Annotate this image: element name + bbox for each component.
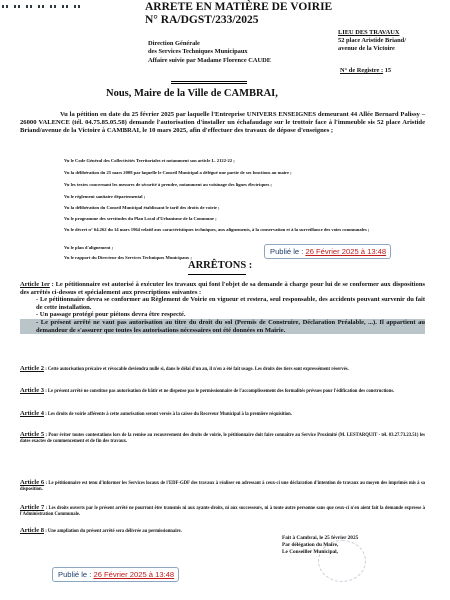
vu-item: Vu la délibération du Conseil Municipal établissant le tarif des droits de voirie ; [64,205,220,210]
article-label: Article 3 [20,387,45,394]
decree-title: ARRETE EN MATIÈRE DE VOIRIE [145,1,333,13]
title-separator [171,81,247,84]
article-label: Article 7 [20,504,45,511]
works-location [338,29,448,53]
article-8 [20,528,425,535]
article-4 [20,411,425,418]
article-text: : Les droits de voirie afférents à cette autorisation seront versés à la caisse du Receveur Municipal à la première réquisition. [45,412,292,417]
vu-item: Vu les textes concernant les mesures de sécurité à prendre, notamment au voisinage des lignes électriques ; [64,182,272,187]
published-label: Publié le : [270,247,304,256]
article-7 [20,505,425,518]
article-label: Article 5 [20,431,45,438]
article-label: Article 1er [20,281,50,288]
signature-block [282,535,358,555]
city-logo [0,0,84,8]
article-text: : Le pétitionnaire est tenu d'informer les Services locaux de l'EDF-GDF des travaux à réaliser en adressant à ceux-ci une déclaration d'intention de travaux au moyen des imprimés mis à sa disposition. [20,481,425,492]
signature-line: Le Conseiller Municipal, [282,548,338,555]
article-text: : Pour éviter toutes contestations lors de la remise au recouvrement des droits de voirie, le pétitionnaire doit faire connaître au Service Proximité (M. LESTARQUIT - tél. 03.27.73.23.51) les dates exactes de commencement et de fin des travaux. [20,433,425,444]
article-text: : Une ampliation du présent arrêté sera délivrée au permissionnaire. [45,529,182,534]
vu-item: Vu la délibération du 25 mars 2008 par laquelle le Conseil Municipal a délégué une partie de ses fonctions au maire ; [64,170,292,175]
article-1-prescription: - Le pétitionnaire devra se conformer au Règlement de Voirie en vigueur et restera, seul responsable, des accidents pouvant survenir du fait de cette installation. [36,296,425,311]
vu-item: Vu le décret n° 64.262 du 14 mars 1964 relatif aux caractéristiques techniques, aux alignements, à la conservation et à la surveillance des voies communales ; [64,227,370,232]
vu-item: Vu le rapport du Directeur des Services Techniques Municipaux ; [64,255,192,260]
direction-block [148,40,271,65]
article-3 [20,388,425,395]
registry-label: N° de Registre : [340,67,384,74]
registry-number [340,67,391,74]
published-stamp-footer [52,567,179,582]
decree-number: N° RA/DGST/233/2025 [145,14,259,26]
article-1-highlighted-prescription: - Le présent arrêté ne vaut pas autorisation au titre du droit du sol (Permis de Construire, Déclaration Préalable, ...). Il appartient au demandeur de s'assurer que toutes les autorisations nécessaires ont été données en Mairie. [20,319,425,334]
article-text: : Le présent arrêté ne constitue pas autorisation de bâtir et ne dispense pas le permissionnaire de l'accomplissement des formalités prévues pour l'édification des constructions. [45,389,395,394]
mayor-heading: Nous, Maire de la Ville de CAMBRAI, [106,88,278,99]
works-location-line: 52 place Aristide Briand/ [338,37,406,45]
direction-line: des Services Techniques Municipaux [148,48,248,56]
arretons-underline [188,274,246,275]
article-5 [20,432,425,445]
article-text: : Le pétitionnaire est autorisé à exécuter les travaux qui font l'objet de sa demande à charge pour lui de se conformer aux dispositions des arrêtés ci-dessus et spécialement aux prescriptions suivantes : [20,281,425,296]
published-date: 26 Février 2025 à 13:48 [93,570,175,579]
article-text: : Les droits ouverts par le présent arrêté ne pourront être transmis ni aux ayants-droits, ni aux successeurs, ni à toute autre personne sans que ceux-ci n'en aient fait la demande expresse à l'Administration Communale. [20,506,426,517]
direction-line: Affaire suivie par Madame Florence CAUDE [148,56,272,64]
signature-line: Par délégation du Maire, [282,541,339,548]
article-1-prescription: - Un passage protégé pour piétons devra être respecté. [36,311,186,319]
direction-line: Direction Générale [148,40,200,47]
article-label: Article 2 [20,365,45,372]
published-stamp [264,244,391,259]
article-label: Article 8 [20,527,45,534]
article-text: : Cette autorisation précaire et révocable deviendra nulle si, dans le délai d'un an, il n'en a été fait usage. Les droits des tiers sont expressément réservés. [45,367,349,372]
published-label: Publié le : [58,570,92,579]
vu-item: Vu le Code Général des Collectivités Territoriales et notamment son article L. 2122-22 ; [64,158,235,163]
article-label: Article 4 [20,410,45,417]
vu-item: Vu le programme des servitudes du Plan Local d'Urbanisme de la Commune ; [64,216,217,221]
vu-item: Vu le règlement sanitaire départemental ; [64,194,146,199]
article-1 [20,281,425,334]
petition-paragraph: Vu la pétition en date du 25 février 2025 par laquelle l'Entreprise UNIVERS ENSEIGNES demeurant 44 Allée Bernard Palissy – 26000 VALENCE (tél. 04.75.85.05.58) demande l'autorisation d'installer un échafaudage sur le trottoir face à l'immeuble sis 52 place Aristide Briand/avenue de la Victoire à CAMBRAI, le 10 mars 2025, afin d'effectuer des travaux de dépose d'enseignes ; [20,111,425,135]
arretons-heading: ARRÊTONS : [188,260,253,271]
works-location-label: LIEU DES TRAVAUX [338,29,400,36]
vu-item: Vu le plan d'alignement ; [64,245,114,250]
article-6 [20,480,425,493]
article-label: Article 6 [20,479,45,486]
published-date: 26 Février 2025 à 13:48 [305,247,387,256]
registry-value: 15 [384,67,392,74]
article-2 [20,366,425,373]
signature-line: Fait à Cambrai, le 25 février 2025 [282,535,359,541]
works-location-line: avenue de la Victoire [338,45,395,53]
